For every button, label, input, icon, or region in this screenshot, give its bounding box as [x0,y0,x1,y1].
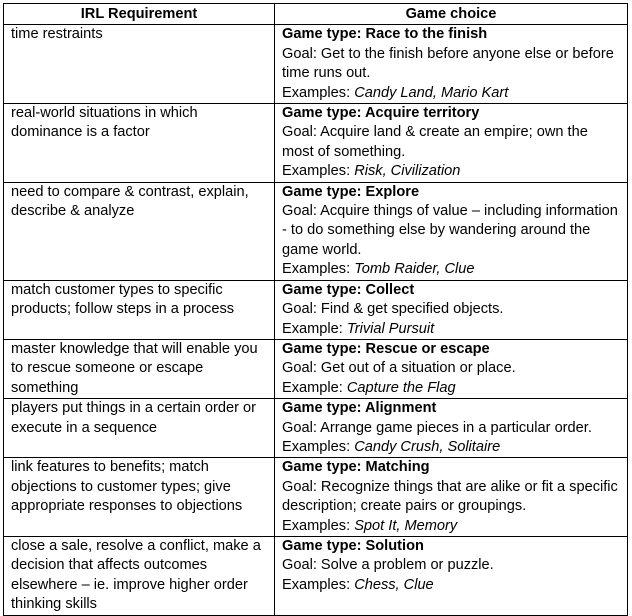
examples-value: Candy Land, Mario Kart [354,84,509,101]
requirement-cell: time restraints [4,25,275,104]
game-choice-cell [275,536,628,615]
game-examples [282,517,623,536]
examples-label: Examples: [282,576,355,593]
examples-label: Example: [282,379,347,396]
table-row [4,339,628,398]
game-goal: Goal: Get to the finish before anyone else or before time runs out. [282,45,614,82]
game-examples [282,438,623,457]
requirement-cell: players put things in a certain order or execute in a sequence [4,399,275,458]
examples-label: Example: [282,320,347,337]
header-row [4,4,628,25]
game-examples [282,162,623,181]
header-irl-requirement: IRL Requirement [4,4,275,25]
game-type: Game type: Alignment [282,400,437,417]
game-choice-cell [275,399,628,458]
examples-value: Trivial Pursuit [346,320,435,337]
game-type: Game type: Matching [282,459,430,476]
game-goal: Goal: Find & get specified objects. [282,301,504,318]
examples-value: Spot It, Memory [354,517,458,534]
requirement-cell: match customer types to specific products; follow steps in a process [4,280,275,339]
game-examples [282,320,623,339]
examples-value: Capture the Flag [346,379,456,396]
game-type: Game type: Acquire territory [282,105,480,122]
examples-value: Risk, Civilization [354,163,461,180]
header-game-choice: Game choice [275,4,628,25]
examples-label: Examples: [282,438,355,455]
game-goal: Goal: Acquire things of value – including information - to do something else by wandering around the game world. [282,203,618,258]
game-goal: Goal: Recognize things that are alike or fit a specific description; create pairs or groupings. [282,478,618,515]
game-type: Game type: Solution [282,537,424,554]
game-examples [282,84,623,103]
table-row [4,104,628,183]
examples-value: Chess, Clue [354,576,434,593]
table-row [4,536,628,615]
game-goal: Goal: Solve a problem or puzzle. [282,557,494,574]
game-choice-cell [275,25,628,104]
requirement-cell: close a sale, resolve a conflict, make a decision that affects outcomes elsewhere – ie. improve higher order thinking skills [4,536,275,615]
table-row [4,182,628,280]
table-row [4,25,628,104]
examples-label: Examples: [282,261,355,278]
game-goal: Goal: Acquire land & create an empire; own the most of something. [282,124,588,160]
examples-value: Candy Crush, Solitaire [354,438,501,455]
game-examples [282,576,623,595]
requirement-cell: need to compare & contrast, explain, describe & analyze [4,182,275,280]
game-examples [282,379,623,398]
game-choice-cell [275,182,628,280]
game-type: Game type: Explore [282,183,420,200]
table-row [4,458,628,537]
game-type: Game type: Race to the finish [282,26,488,43]
examples-label: Examples: [282,517,355,534]
examples-label: Examples: [282,163,355,180]
game-choice-cell [275,339,628,398]
game-type: Game type: Rescue or escape [282,340,490,357]
game-choice-table [3,3,628,616]
requirement-cell: master knowledge that will enable you to rescue someone or escape something [4,339,275,398]
table-row [4,280,628,339]
examples-value: Tomb Raider, Clue [354,261,475,278]
game-goal: Goal: Arrange game pieces in a particular order. [282,419,592,436]
requirement-cell: real-world situations in which dominance is a factor [4,104,275,183]
game-choice-cell [275,280,628,339]
game-choice-cell [275,458,628,537]
game-examples [282,260,623,279]
examples-label: Examples: [282,84,355,101]
game-type: Game type: Collect [282,281,415,298]
game-choice-cell [275,104,628,183]
game-goal: Goal: Get out of a situation or place. [282,360,516,377]
requirement-cell: link features to benefits; match objections to customer types; give appropriate responses to objections [4,458,275,537]
table-row [4,399,628,458]
